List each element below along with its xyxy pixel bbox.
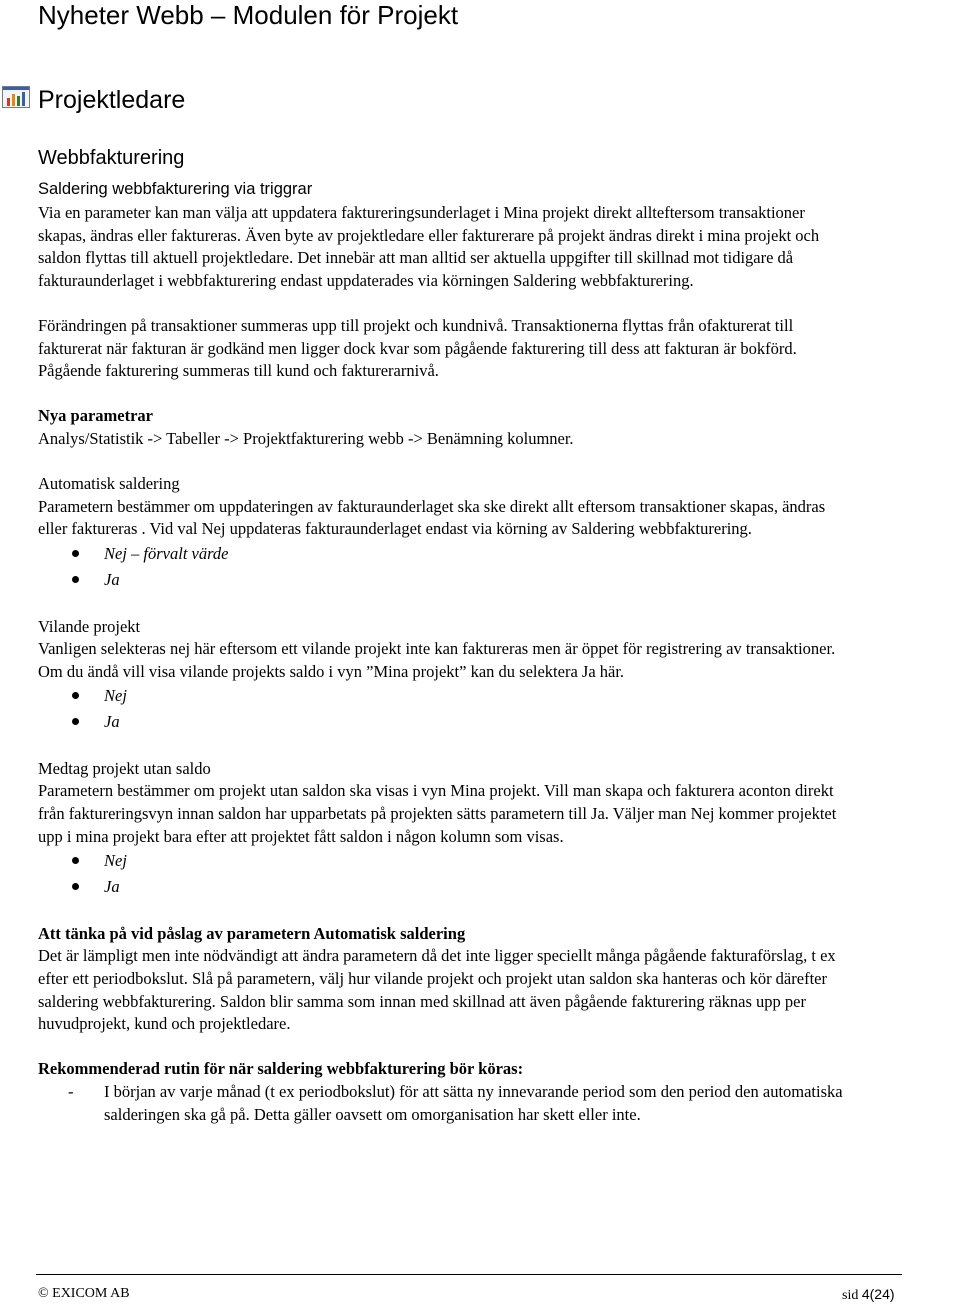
section-title: Projektledare: [38, 86, 186, 114]
chart-icon: [2, 86, 30, 108]
vilande-heading: Vilande projekt: [38, 616, 141, 636]
footer-company: © EXICOM AB: [38, 1286, 130, 1301]
list-item: Ja: [38, 567, 850, 593]
list-item: Ja: [38, 709, 850, 735]
new-params-heading: Nya parametrar: [38, 406, 154, 426]
subsubsection-title: Saldering webbfakturering via triggrar: [38, 180, 313, 198]
document-title: Nyheter Webb – Modulen för Projekt: [38, 0, 459, 30]
bullet-icon: [72, 692, 79, 699]
page-label: sid: [842, 1288, 859, 1303]
list-item: Nej: [38, 683, 850, 709]
bullet-icon: [72, 576, 79, 583]
footer-divider: [36, 1274, 902, 1275]
intro-paragraph: Via en parameter kan man välja att uppdatera faktureringsunderlaget i Mina projekt direkt allteftersom transaktioner skapas, ändras eller faktureras. Även byte av projektledare eller fakturerare på projekt ändras direkt i mina projekt och saldon flyttas till aktuell projektledare. Det innebär att man alltid ser aktuella uppgifter till skillnad mot tidigare då fakturaunderlaget i webbfakturering endast uppdaterades via körningen Saldering webbfakturering.: [38, 203, 820, 290]
dash-marker: -: [68, 1082, 74, 1101]
footer-page: [842, 1286, 895, 1304]
bullet-icon: [72, 883, 79, 890]
medtag-text: Parametern bestämmer om projekt utan saldon ska visas i vyn Mina projekt. Vill man skapa och fakturera aconton direkt från faktureringsvyn innan saldon har upparbetats på projekten sätts parametern till Ja. Väljer man Nej kommer projektet upp i mina projekt bara efter att projektet fått saldon i någon kolumn som visas.: [38, 781, 837, 846]
vilande-text: Vanligen selekteras nej här eftersom ett vilande projekt inte kan faktureras men är öppet för registrering av transaktioner. Om du ändå vill visa vilande projekts saldo i vyn ”Mina projekt” kan du selektera Ja här.: [38, 639, 836, 681]
routine-list: [38, 1081, 850, 1126]
auto-saldering-heading: Automatisk saldering: [38, 474, 180, 494]
new-params-path: Analys/Statistik -> Tabeller -> Projektfakturering webb -> Benämning kolumner.: [38, 428, 574, 448]
page-number: 4(24): [861, 1286, 895, 1302]
vilande-options: [38, 683, 850, 735]
medtag-heading: Medtag projekt utan saldo: [38, 758, 211, 778]
routine-heading: Rekommenderad rutin för när saldering webbfakturering bör köras:: [38, 1059, 524, 1079]
change-paragraph: Förändringen på transaktioner summeras upp till projekt och kundnivå. Transaktionerna flyttas från ofakturerat till fakturerat när fakturan är godkänd men ligger dock kvar som pågående fakturering till dess att fakturan är bokförd. Pågående fakturering summeras till kund och fakturerarnivå.: [38, 315, 797, 381]
list-item: Nej: [38, 848, 850, 874]
subsection-title: Webbfakturering: [38, 147, 185, 169]
list-item: Nej – förvalt värde: [38, 541, 850, 567]
list-item: - I början av varje månad (t ex periodbokslut) för att sätta ny innevarande period som den period den automatiska salderingen ska gå på. Detta gäller oavsett om omorganisation har skett eller inte.: [68, 1082, 843, 1124]
bullet-icon: [72, 550, 79, 557]
list-item: Ja: [38, 874, 850, 900]
bullet-icon: [72, 857, 79, 864]
medtag-options: [38, 848, 850, 900]
auto-saldering-text: Parametern bestämmer om uppdateringen av fakturaunderlaget ska ske direkt allt eftersom transaktioner skapas, ändras eller faktureras . Vid val Nej uppdateras fakturaunderlaget endast via körning av Saldering webbfakturering.: [38, 496, 826, 539]
bullet-icon: [72, 718, 79, 725]
auto-saldering-options: [38, 541, 850, 593]
think-heading: Att tänka på vid påslag av parametern Automatisk saldering: [38, 923, 466, 943]
think-text: Det är lämpligt men inte nödvändigt att ändra parametern då det inte ligger speciellt många pågående fakturaförslag, t ex efter ett periodbokslut. Slå på parametern, välj hur vilande projekt och projekt utan saldon ska hanteras och kör därefter saldering webbfakturering. Saldon blir samma som innan med skillnad att även pågående fakturering räknas upp per huvudprojekt, kund och projektledare.: [38, 946, 836, 1034]
document-body: [38, 202, 850, 1126]
